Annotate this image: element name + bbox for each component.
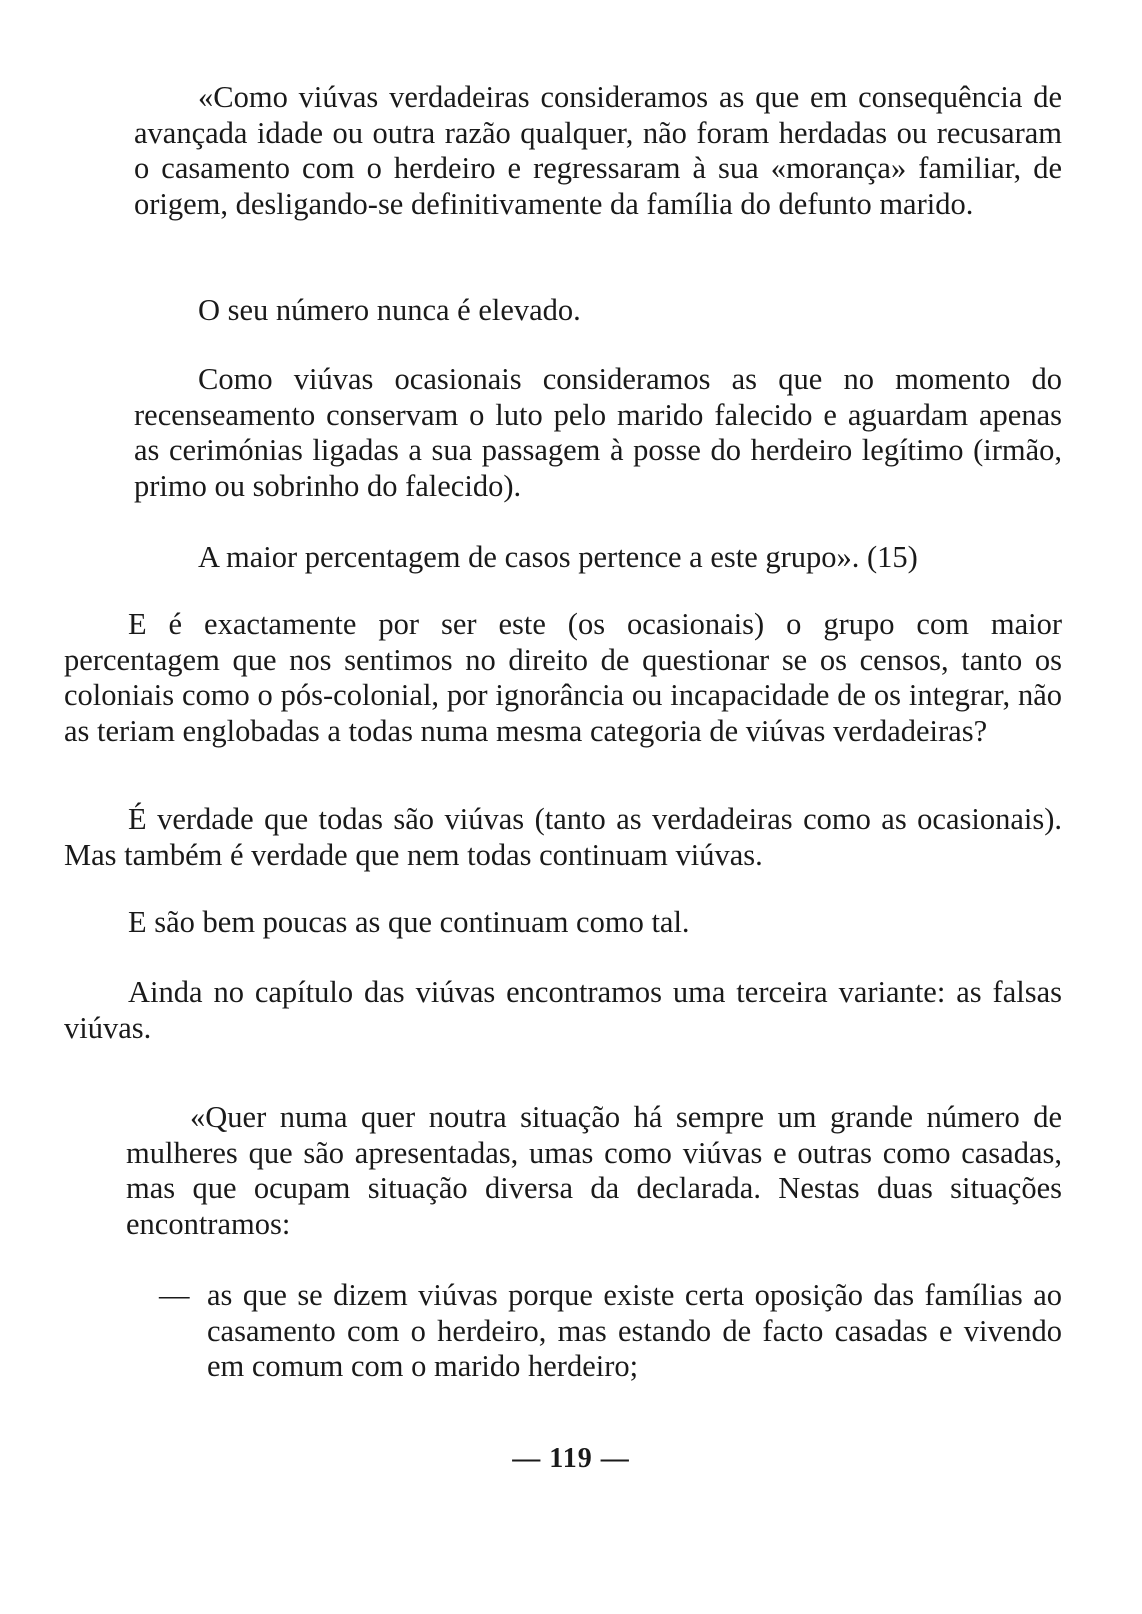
page-number: — 119 — bbox=[512, 1443, 630, 1474]
quote-paragraph-occasional-widows: Como viúvas ocasionais consideramos as que no momento do recenseamento conservam o luto pelo marido falecido e aguardam apenas as cerimónias ligadas a sua passagem à posse do herdeiro legítimo (irmão, primo ou sobrinho do falecido). bbox=[134, 362, 1062, 503]
body-paragraph-truth: É verdade que todas são viúvas (tanto as verdadeiras como as ocasionais). Mas também é verdade que nem todas continuam viúvas. bbox=[64, 802, 1062, 872]
quote-paragraph-situations: «Quer numa quer noutra situação há sempre um grande número de mulheres que são apresentadas, umas como viúvas e outras como casadas, mas que ocupam situação diversa da declarada. Nestas duas situações encontramos: bbox=[126, 1100, 1062, 1241]
body-paragraph-few: E são bem poucas as que continuam como tal. bbox=[128, 905, 690, 939]
quote-paragraph-percentage: A maior percentagem de casos pertence a este grupo». (15) bbox=[198, 540, 918, 574]
body-paragraph-third-variant: Ainda no capítulo das viúvas encontramos uma terceira variante: as falsas viúvas. bbox=[64, 975, 1062, 1045]
quote-paragraph-true-widows: «Como viúvas verdadeiras consideramos as que em consequência de avançada idade ou outra razão qualquer, não foram herdadas ou recusaram o casamento com o herdeiro e regressaram à sua «morança» familiar, de origem, desligando-se definitivamente da família do defunto marido. bbox=[134, 80, 1062, 221]
quote-paragraph-number: O seu número nunca é elevado. bbox=[198, 293, 581, 327]
list-item-text: as que se dizem viúvas porque existe certa oposição das famílias ao casamento com o herdeiro, mas estando de facto casadas e vivendo em comum com o marido herdeiro; bbox=[207, 1278, 1062, 1383]
body-paragraph-question: E é exactamente por ser este (os ocasionais) o grupo com maior percentagem que nos sentimos no direito de questionar se os censos, tanto os coloniais como o pós-colonial, por ignorância ou incapacidade de os integrar, não as teriam englobadas a todas numa mesma categoria de viúvas verdadeiras? bbox=[64, 607, 1062, 748]
list-dash: — bbox=[159, 1278, 190, 1312]
